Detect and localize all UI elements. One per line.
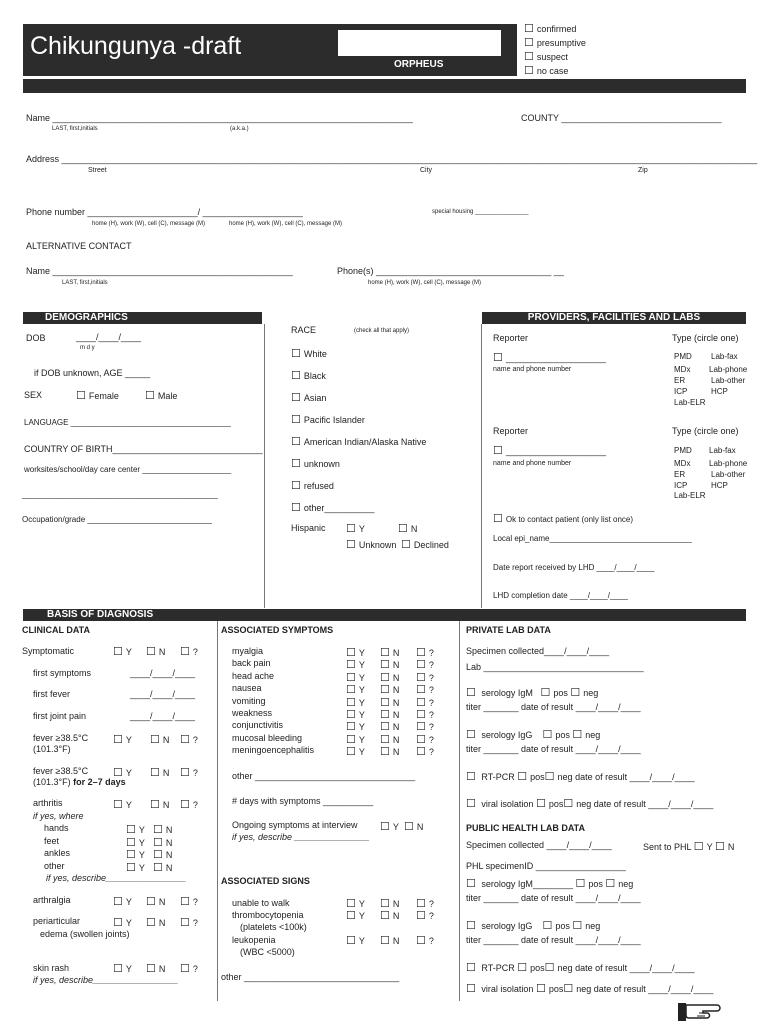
hispanic-declined-checkbox[interactable]: ☐ Declined — [401, 538, 449, 551]
race-black-checkbox[interactable]: ☐ Black — [291, 369, 326, 382]
feet-no[interactable]: ☐ N — [153, 836, 172, 849]
occupation-field[interactable]: Occupation/grade ____________________________ — [22, 515, 212, 524]
meningoencephalitis-unknown[interactable]: ☐ ? — [416, 745, 434, 758]
public-rtpcr-row — [466, 961, 695, 974]
hands-yes[interactable]: ☐ Y — [126, 823, 145, 836]
weakness-unknown[interactable]: ☐ ? — [416, 708, 434, 721]
arthralgia-yes[interactable]: ☐ Y — [113, 895, 132, 908]
race-white-checkbox[interactable]: ☐ White — [291, 347, 327, 360]
providers-header — [482, 312, 746, 324]
private-specimen-field[interactable]: Specimen collected____/____/____ — [466, 646, 610, 656]
race-american-indian-checkbox[interactable]: ☐ American Indian/Alaska Native — [291, 435, 426, 448]
special-housing-field[interactable]: special housing ________________ — [432, 209, 529, 215]
private-igm-checkbox[interactable] — [466, 688, 479, 698]
fever2-days: for 2–7 days — [73, 777, 126, 787]
fever2-f — [33, 777, 126, 787]
race-asian-checkbox[interactable]: ☐ Asian — [291, 391, 326, 404]
edema-label: edema (swollen joints) — [40, 929, 130, 939]
thrombo-sub: (platelets <100k) — [240, 922, 307, 932]
private-viral-label: viral isolation — [481, 799, 534, 809]
symptomatic-unknown[interactable]: ☐ ? — [180, 645, 198, 658]
conjunctivitis-yes[interactable]: ☐ Y — [346, 720, 365, 733]
ongoing-no[interactable]: ☐ N — [404, 820, 423, 833]
sex-male-checkbox[interactable]: ☐ Male — [145, 389, 177, 402]
street-hint: Street — [88, 167, 107, 174]
type-1-lab-phone[interactable]: Lab-phone — [709, 365, 748, 374]
type-2-icp[interactable]: ICP — [674, 481, 688, 490]
alt-name-field[interactable]: Name ________________________________________________ — [26, 266, 293, 276]
type-1-icp[interactable]: ICP — [674, 387, 688, 396]
form-title: Chikungunya -draft — [30, 32, 242, 60]
sent-phl-yes[interactable]: ☐ Y — [694, 842, 713, 852]
lhd-completion-field[interactable]: LHD completion date ____/____/____ — [493, 591, 628, 600]
days-with-symptoms-field[interactable]: # days with symptoms __________ — [232, 796, 374, 806]
sent-phl-no[interactable]: ☐ N — [715, 842, 734, 852]
hispanic-yes-checkbox[interactable]: ☐ Y — [346, 522, 365, 535]
private-igg-row — [466, 728, 600, 741]
private-igg-pos[interactable]: ☐ pos — [542, 730, 569, 740]
head-ache-no[interactable]: ☐ N — [380, 671, 399, 684]
private-igg-checkbox[interactable] — [466, 730, 479, 740]
symptom-vomiting: vomiting — [232, 696, 266, 706]
unable-walk-unknown[interactable]: ☐ ? — [416, 897, 434, 910]
private-rtpcr-row — [466, 770, 695, 783]
fever1-f: (101.3°F) — [33, 744, 71, 754]
conjunctivitis-unknown[interactable]: ☐ ? — [416, 720, 434, 733]
myalgia-no[interactable]: ☐ N — [380, 646, 399, 659]
type-2-lab-other[interactable]: Lab-other — [711, 470, 746, 479]
reporter-2-field[interactable]: ☐ ____________________ — [493, 444, 606, 457]
type-2-lab-phone[interactable]: Lab-phone — [709, 459, 748, 468]
type-1-pmd[interactable]: PMD — [674, 352, 692, 361]
status-confirmed-checkbox[interactable]: ☐ confirmed — [524, 22, 576, 35]
public-lab-title: PUBLIC HEALTH LAB DATA — [466, 823, 585, 833]
back-pain-yes[interactable]: ☐ Y — [346, 658, 365, 671]
symptom-mucosal-bleeding: mucosal bleeding — [232, 733, 303, 743]
public-igm-pos[interactable]: ☐ pos — [575, 879, 602, 889]
reporter-2-label: Reporter — [493, 426, 529, 436]
vomiting-yes[interactable]: ☐ Y — [346, 696, 365, 709]
type-2-mdx[interactable]: MDx — [674, 459, 691, 468]
private-rtpcr-pos[interactable]: ☐ pos — [517, 772, 544, 782]
phone-field[interactable]: Phone number ______________________/ ____________________ — [26, 207, 303, 217]
race-label: RACE — [291, 325, 317, 335]
basis-divider-1 — [217, 621, 218, 1001]
phone-hint-1: home (H), work (W), cell (C), message (M) — [92, 221, 206, 227]
skin-rash-yes[interactable]: ☐ Y — [113, 962, 132, 975]
weakness-yes[interactable]: ☐ Y — [346, 708, 365, 721]
fever1-no[interactable]: ☐ N — [150, 733, 169, 746]
public-igm-row — [466, 877, 633, 890]
private-igm-pos[interactable]: ☐ pos — [540, 688, 567, 698]
race-other-checkbox[interactable]: ☐ other__________ — [291, 501, 374, 514]
feet-yes[interactable]: ☐ Y — [126, 836, 145, 849]
ongoing-yes[interactable]: ☐ Y — [380, 820, 399, 833]
public-rtpcr-pos[interactable]: ☐ pos — [517, 963, 544, 973]
public-specimen-field[interactable]: Specimen collected ____/____/____ — [466, 840, 612, 850]
private-viral-row — [466, 797, 713, 810]
arthralgia-no[interactable]: ☐ N — [146, 895, 165, 908]
county-field[interactable]: COUNTY ________________________________ — [521, 113, 722, 123]
public-viral-checkbox[interactable] — [466, 984, 479, 994]
head-ache-unknown[interactable]: ☐ ? — [416, 671, 434, 684]
reporter-2-hint: name and phone number — [493, 460, 572, 467]
leuko-sub: (WBC <5000) — [240, 947, 295, 957]
private-igm-titer[interactable]: titer _______ date of result ____/____/____ — [466, 702, 641, 712]
other-joint-no[interactable]: ☐ N — [153, 861, 172, 874]
conjunctivitis-no[interactable]: ☐ N — [380, 720, 399, 733]
demographics-header — [23, 312, 262, 324]
public-igg-checkbox[interactable] — [466, 921, 479, 931]
symptomatic-yes[interactable]: ☐ Y — [113, 645, 132, 658]
type-1-lab-elr[interactable]: Lab-ELR — [674, 398, 706, 407]
private-igg-neg[interactable]: ☐ neg — [572, 730, 600, 740]
public-viral-date[interactable]: date of result ____/____/____ — [593, 984, 714, 994]
public-rtpcr-date[interactable]: date of result ____/____/____ — [575, 963, 695, 973]
type-1-label: Type (circle one) — [672, 333, 739, 343]
back-pain-unknown[interactable]: ☐ ? — [416, 658, 434, 671]
status-no-case-checkbox[interactable]: ☐ no case — [524, 64, 568, 77]
hispanic-label: Hispanic — [291, 523, 326, 533]
private-viral-pos[interactable]: ☐ pos — [536, 799, 563, 809]
private-lab-name-field[interactable]: Lab ________________________________ — [466, 662, 644, 672]
symptom-other-field[interactable]: other ________________________________ — [232, 771, 416, 781]
aka-hint: (a.k.a.) — [230, 126, 249, 132]
symptom-myalgia: myalgia — [232, 646, 264, 656]
private-lab-title: PRIVATE LAB DATA — [466, 625, 551, 635]
skin-rash-unknown[interactable]: ☐ ? — [180, 962, 198, 975]
myalgia-yes[interactable]: ☐ Y — [346, 646, 365, 659]
periarticular-label: periarticular — [33, 916, 81, 926]
periarticular-no[interactable]: ☐ N — [146, 916, 165, 929]
section-divider-2 — [481, 324, 482, 608]
address-field[interactable]: Address ___________________________________________________________________________________________________________________________________________ — [26, 154, 758, 164]
reporter-1-hint: name and phone number — [493, 366, 572, 373]
symptom-nausea: nausea — [232, 683, 262, 693]
symptom-meningoencephalitis: meningoencephalitis — [232, 745, 315, 755]
private-rtpcr-date[interactable]: date of result ____/____/____ — [575, 772, 695, 782]
symptom-conjunctivitis: conjunctivitis — [232, 720, 284, 730]
leuko-no[interactable]: ☐ N — [380, 934, 399, 947]
private-rtpcr-neg[interactable]: ☐ neg — [545, 772, 573, 782]
rash-describe-field[interactable]: if yes, describe_________________ — [33, 975, 179, 985]
ankles-no[interactable]: ☐ N — [153, 848, 172, 861]
basis-divider-2 — [459, 621, 460, 1001]
city-hint: City — [420, 167, 433, 174]
public-rtpcr-neg[interactable]: ☐ neg — [545, 963, 573, 973]
arthritis-no[interactable]: ☐ N — [150, 798, 169, 811]
periarticular-unknown[interactable]: ☐ ? — [180, 916, 198, 929]
public-viral-row — [466, 982, 713, 995]
type-2-lab-elr[interactable]: Lab-ELR — [674, 491, 706, 500]
thrombo-label: thrombocytopenia — [232, 910, 304, 920]
first-joint-pain-date[interactable]: ____/____/____ — [130, 711, 196, 721]
signs-other-field[interactable]: other _______________________________ — [221, 972, 400, 982]
status-suspect-checkbox[interactable]: ☐ suspect — [524, 50, 568, 63]
private-viral-neg[interactable]: ☐ neg — [563, 799, 591, 809]
sex-female-checkbox[interactable]: ☐ Female — [76, 389, 119, 402]
first-symptoms-label: first symptoms — [33, 668, 92, 678]
phone-hint-2: home (H), work (W), cell (C), message (M) — [229, 221, 343, 227]
back-pain-no[interactable]: ☐ N — [380, 658, 399, 671]
alt-name-hint: LAST, first,initials — [62, 280, 108, 286]
arthralgia-unknown[interactable]: ☐ ? — [180, 895, 198, 908]
public-igg-row — [466, 919, 600, 932]
public-igm-label[interactable]: serology IgM________ — [481, 879, 573, 889]
unable-walk-no[interactable]: ☐ N — [380, 897, 399, 910]
public-rtpcr-label: RT-PCR — [481, 963, 515, 973]
basis-title: BASIS OF DIAGNOSIS — [47, 609, 154, 620]
alt-contact-heading: ALTERNATIVE CONTACT — [26, 241, 132, 251]
fever2-no[interactable]: ☐ N — [150, 766, 169, 779]
private-viral-date[interactable]: date of result ____/____/____ — [593, 799, 714, 809]
public-viral-pos[interactable]: ☐ pos — [536, 984, 563, 994]
vomiting-unknown[interactable]: ☐ ? — [416, 696, 434, 709]
first-fever-date[interactable]: ____/____/____ — [130, 689, 196, 699]
local-epi-field[interactable]: Local epi_name________________________________ — [493, 534, 692, 543]
if-yes-where: if yes, where — [33, 811, 84, 821]
symptom-head-ache: head ache — [232, 671, 275, 681]
country-of-birth-field[interactable]: COUNTRY OF BIRTH______________________________ — [24, 444, 263, 454]
basis-header — [23, 609, 746, 621]
joint-ankles-label: ankles — [44, 848, 71, 858]
leuko-unknown[interactable]: ☐ ? — [416, 934, 434, 947]
public-rtpcr-checkbox[interactable] — [466, 963, 479, 973]
private-igg-titer[interactable]: titer _______ date of result ____/____/____ — [466, 744, 641, 754]
fever2-yes[interactable]: ☐ Y — [113, 766, 132, 779]
first-fever-label: first fever — [33, 689, 71, 699]
joint-feet-label: feet — [44, 836, 60, 846]
public-igg-titer[interactable]: titer _______ date of result ____/____/____ — [466, 935, 641, 945]
other-joint-yes[interactable]: ☐ Y — [126, 861, 145, 874]
arthritis-describe-field[interactable]: if yes, describe________________ — [46, 873, 187, 883]
mucosal-bleeding-unknown[interactable]: ☐ ? — [416, 733, 434, 746]
weakness-no[interactable]: ☐ N — [380, 708, 399, 721]
first-symptoms-date[interactable]: ____/____/____ — [130, 668, 196, 678]
nausea-no[interactable]: ☐ N — [380, 683, 399, 696]
sex-label: SEX — [24, 390, 43, 400]
private-viral-checkbox[interactable] — [466, 799, 479, 809]
mucosal-bleeding-yes[interactable]: ☐ Y — [346, 733, 365, 746]
dob-unknown-age-field[interactable]: if DOB unknown, AGE _____ — [34, 368, 151, 378]
name-field[interactable]: Name ________________________________________________________________________ — [26, 113, 413, 123]
fever2-unknown[interactable]: ☐ ? — [180, 766, 198, 779]
private-igm-neg[interactable]: ☐ neg — [570, 688, 598, 698]
first-joint-pain-label: first joint pain — [33, 711, 87, 721]
private-rtpcr-label: RT-PCR — [481, 772, 515, 782]
public-igg-neg[interactable]: ☐ neg — [572, 921, 600, 931]
assoc-symptoms-title: ASSOCIATED SYMPTOMS — [221, 625, 334, 635]
header-divider — [23, 79, 746, 93]
arthritis-unknown[interactable]: ☐ ? — [180, 798, 198, 811]
alt-phone-hint: home (H), work (W), cell (C), message (M) — [368, 280, 482, 286]
race-pacific-islander-checkbox[interactable]: ☐ Pacific Islander — [291, 413, 365, 426]
private-igm-row — [466, 686, 598, 699]
mucosal-bleeding-no[interactable]: ☐ N — [380, 733, 399, 746]
leuko-label: leukopenia — [232, 935, 276, 945]
demographics-title: DEMOGRAPHICS — [45, 312, 128, 323]
periarticular-yes[interactable]: ☐ Y — [113, 916, 132, 929]
public-igm-neg[interactable]: ☐ neg — [605, 879, 633, 889]
private-igm-label: serology IgM — [481, 688, 533, 698]
pointing-hand-icon — [677, 1000, 723, 1022]
nausea-unknown[interactable]: ☐ ? — [416, 683, 434, 696]
leuko-yes[interactable]: ☐ Y — [346, 934, 365, 947]
name-hint: LAST, first,initials — [52, 126, 98, 132]
fever2-label: fever ≥38.5°C — [33, 766, 89, 776]
hispanic-unknown-checkbox[interactable]: ☐ Unknown — [346, 538, 396, 551]
race-refused-checkbox[interactable]: ☐ refused — [291, 479, 334, 492]
system-label: ORPHEUS — [394, 59, 444, 70]
phl-specimen-id-field[interactable]: PHL specimenID __________________ — [466, 861, 626, 871]
skin-rash-label: skin rash — [33, 963, 70, 973]
private-igg-label: serology IgG — [481, 730, 533, 740]
head-ache-yes[interactable]: ☐ Y — [346, 671, 365, 684]
unable-walk-yes[interactable]: ☐ Y — [346, 897, 365, 910]
symptom-back-pain: back pain — [232, 658, 271, 668]
thrombo-yes[interactable]: ☐ Y — [346, 909, 365, 922]
dob-label: DOB — [26, 333, 46, 343]
assoc-signs-title: ASSOCIATED SIGNS — [221, 876, 310, 886]
public-viral-neg[interactable]: ☐ neg — [563, 984, 591, 994]
public-igm-titer[interactable]: titer _______ date of result ____/____/____ — [466, 893, 641, 903]
symptomatic-label: Symptomatic — [22, 646, 75, 656]
fever1-unknown[interactable]: ☐ ? — [180, 733, 198, 746]
extra-line-field[interactable]: ____________________________________________ — [22, 490, 218, 499]
reporter-1-label: Reporter — [493, 333, 529, 343]
ankles-yes[interactable]: ☐ Y — [126, 848, 145, 861]
ok-to-contact-checkbox[interactable]: ☐ Ok to contact patient (only list once) — [493, 512, 633, 525]
sent-phl-label: Sent to PHL — [643, 842, 692, 852]
clinical-title: CLINICAL DATA — [22, 625, 90, 635]
date-received-field[interactable]: Date report received by LHD ____/____/____ — [493, 563, 655, 572]
hispanic-no-checkbox[interactable]: ☐ N — [398, 522, 417, 535]
type-1-lab-fax[interactable]: Lab-fax — [711, 352, 738, 361]
hands-no[interactable]: ☐ N — [153, 823, 172, 836]
ongoing-symptoms-label: Ongoing symptoms at interview — [232, 820, 358, 830]
type-1-hcp[interactable]: HCP — [711, 387, 728, 396]
fever2-f-text: (101.3°F) — [33, 777, 71, 787]
thrombo-unknown[interactable]: ☐ ? — [416, 909, 434, 922]
providers-title: PROVIDERS, FACILITIES AND LABS — [527, 312, 701, 323]
race-unknown-checkbox[interactable]: ☐ unknown — [291, 457, 340, 470]
type-2-label: Type (circle one) — [672, 426, 739, 436]
public-igm-checkbox[interactable] — [466, 879, 479, 889]
skin-rash-no[interactable]: ☐ N — [146, 962, 165, 975]
arthralgia-label: arthralgia — [33, 895, 71, 905]
status-presumptive-checkbox[interactable]: ☐ presumptive — [524, 36, 586, 49]
dob-mdy-hint: m d y — [80, 345, 95, 351]
joint-other-label: other — [44, 861, 65, 871]
myalgia-unknown[interactable]: ☐ ? — [416, 646, 434, 659]
fever1-yes[interactable]: ☐ Y — [113, 733, 132, 746]
arthritis-yes[interactable]: ☐ Y — [113, 798, 132, 811]
symptomatic-no[interactable]: ☐ N — [146, 645, 165, 658]
meningoencephalitis-yes[interactable]: ☐ Y — [346, 745, 365, 758]
zip-hint: Zip — [638, 167, 648, 174]
symptom-weakness: weakness — [232, 708, 273, 718]
unable-walk-label: unable to walk — [232, 898, 290, 908]
type-2-lab-fax[interactable]: Lab-fax — [709, 446, 736, 455]
type-2-er[interactable]: ER — [674, 470, 686, 479]
type-1-lab-other[interactable]: Lab-other — [711, 376, 746, 385]
public-igg-label: serology IgG — [481, 921, 533, 931]
id-box[interactable] — [338, 30, 501, 56]
type-2-pmd[interactable]: PMD — [674, 446, 692, 455]
section-divider-1 — [264, 324, 265, 608]
type-1-mdx[interactable]: MDx — [674, 365, 691, 374]
alt-phones-field[interactable]: Phone(s) ___________________________________ __ — [337, 266, 564, 276]
arthritis-label: arthritis — [33, 798, 63, 808]
thrombo-no[interactable]: ☐ N — [380, 909, 399, 922]
dob-field[interactable]: ____/____/____ — [76, 332, 142, 342]
ongoing-describe-field[interactable]: if yes, describe _______________ — [232, 832, 370, 842]
language-field[interactable]: LANGUAGE ____________________________________ — [24, 418, 231, 427]
type-1-er[interactable]: ER — [674, 376, 686, 385]
vomiting-no[interactable]: ☐ N — [380, 696, 399, 709]
joint-hands-label: hands — [44, 823, 69, 833]
public-viral-label: viral isolation — [481, 984, 534, 994]
private-rtpcr-checkbox[interactable] — [466, 772, 479, 782]
public-igg-pos[interactable]: ☐ pos — [542, 921, 569, 931]
sent-phl-row — [643, 840, 734, 853]
meningoencephalitis-no[interactable]: ☐ N — [380, 745, 399, 758]
fever1-label: fever ≥38.5°C — [33, 733, 89, 743]
nausea-yes[interactable]: ☐ Y — [346, 683, 365, 696]
reporter-1-field[interactable]: ☐ ____________________ — [493, 351, 606, 364]
race-hint: (check all that apply) — [354, 328, 410, 334]
worksites-field[interactable]: worksites/school/day care center ____________________ — [24, 465, 232, 474]
type-2-hcp[interactable]: HCP — [711, 481, 728, 490]
